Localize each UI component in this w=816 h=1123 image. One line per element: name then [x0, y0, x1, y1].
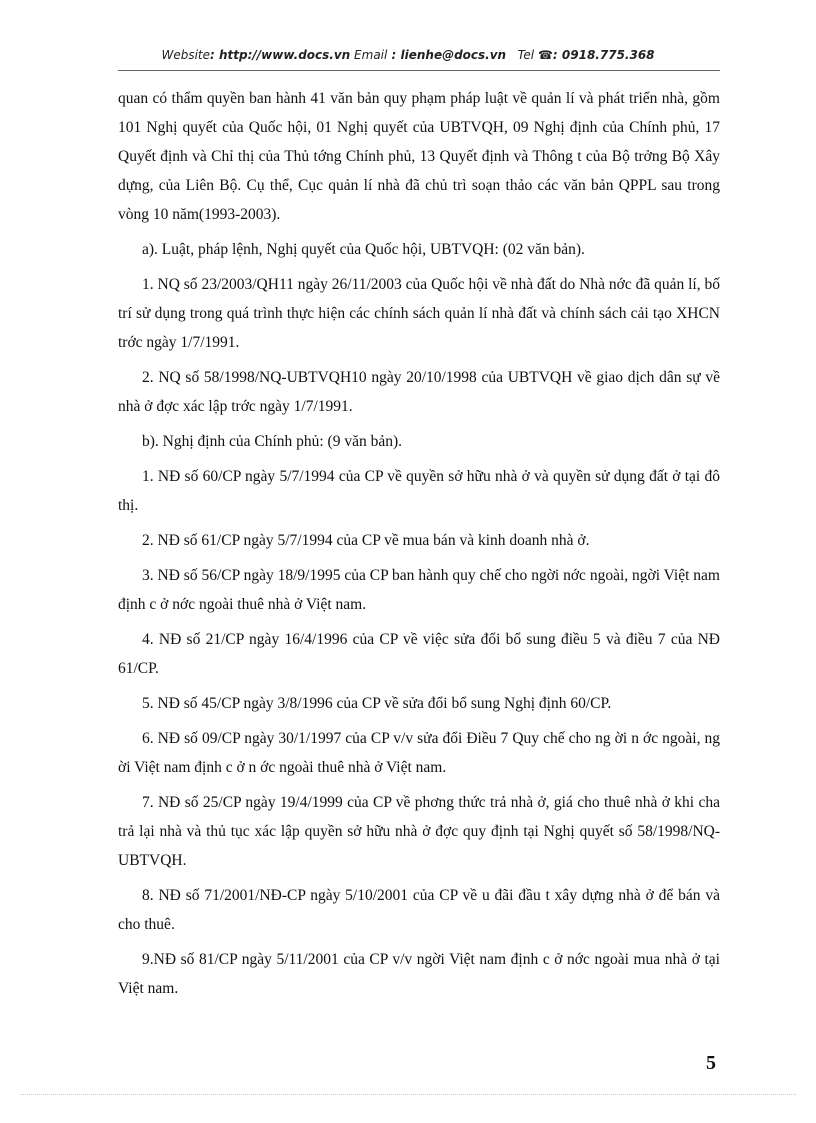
list-item-b5: 5. NĐ số 45/CP ngày 3/8/1996 của CP về sửa đổi bổ sung Nghị định 60/CP.	[142, 695, 612, 712]
list-item-b9: 9.NĐ số 81/CP ngày 5/11/2001 của CP v/v ngời Việt nam định c ở nớc ngoài mua nhà ở tại Việt nam.	[118, 951, 720, 997]
list-item-a2: 2. NQ số 58/1998/NQ-UBTVQH10 ngày 20/10/1998 của UBTVQH về giao dịch dân sự về nhà ở đợc xác lập trớc ngày 1/7/1991.	[118, 369, 720, 415]
paragraph-intro: quan có thẩm quyền ban hành 41 văn bản quy phạm pháp luật về quản lí và phát triển nhà, gồm 101 Nghị quyết của Quốc hội, 01 Nghị quyết của UBTVQH, 09 Nghị định của Chính phủ, 17 Quyết định và Chỉ thị của Thủ tớng Chính phủ, 13 Quyết định và Thông t của Bộ trởng Bộ Xây dựng, của Liên Bộ. Cụ thể, Cục quản lí nhà đã chủ trì soạn thảo các văn bản QPPL sau trong vòng 10 năm(1993-2003).	[118, 90, 720, 223]
list-item-b6: 6. NĐ số 09/CP ngày 30/1/1997 của CP v/v sửa đổi Điều 7 Quy chế cho ng ời n ớc ngoài, ng ời Việt nam định c ở n ớc ngoài thuê nhà ở Việt nam.	[118, 730, 720, 776]
email-link[interactable]: lienhe@docs.vn	[400, 48, 507, 62]
website-label: Website	[161, 48, 210, 62]
list-item-b1: 1. NĐ số 60/CP ngày 5/7/1994 của CP về quyền sở hữu nhà ở và quyền sử dụng đất ở tại đô thị.	[118, 468, 720, 514]
phone-number: 0918.775.368	[561, 48, 655, 62]
header-divider	[118, 70, 720, 71]
document-body	[118, 84, 720, 1003]
list-item-b2: 2. NĐ số 61/CP ngày 5/7/1994 của CP về mua bán và kinh doanh nhà ở.	[142, 532, 590, 549]
list-item-b3: 3. NĐ số 56/CP ngày 18/9/1995 của CP ban hành quy chế cho ngời nớc ngoài, ngời Việt nam định c ở nớc ngoài thuê nhà ở Việt nam.	[118, 567, 720, 613]
list-item-a1: 1. NQ số 23/2003/QH11 ngày 26/11/2003 của Quốc hội về nhà đất do Nhà nớc đã quản lí, bố trí sử dụng trong quá trình thực hiện các chính sách quản lí nhà đất và chính sách cải tạo XHCN trớc ngày 1/7/1991.	[118, 276, 720, 351]
section-b-heading: b). Nghị định của Chính phủ: (9 văn bản).	[142, 433, 403, 450]
list-item-b7: 7. NĐ số 25/CP ngày 19/4/1999 của CP về phơng thức trả nhà ở, giá cho thuê nhà ở khi cha trả lại nhà và thủ tục xác lập quyền sở hữu nhà ở đợc quy định tại Nghị quyết số 58/1998/NQ-UBTVQH.	[118, 794, 720, 869]
footer-divider	[20, 1094, 796, 1095]
page-number: 5	[706, 1052, 716, 1074]
tel-label: Tel	[517, 48, 535, 62]
page-header: Website: http://www.docs.vn Email : lienhe@docs.vn Tel ☎: 0918.775.368	[161, 48, 655, 62]
section-a-heading: a). Luật, pháp lệnh, Nghị quyết của Quốc hội, UBTVQH: (02 văn bản).	[142, 241, 585, 258]
website-link[interactable]: http://www.docs.vn	[218, 48, 351, 62]
list-item-b8: 8. NĐ số 71/2001/NĐ-CP ngày 5/10/2001 của CP về u đãi đầu t xây dựng nhà ở để bán và cho thuê.	[118, 887, 720, 933]
list-item-b4: 4. NĐ số 21/CP ngày 16/4/1996 của CP về việc sửa đổi bổ sung điều 5 và điều 7 của NĐ 61/CP.	[118, 631, 720, 677]
email-label: Email	[354, 48, 388, 62]
phone-icon: ☎	[537, 48, 553, 62]
